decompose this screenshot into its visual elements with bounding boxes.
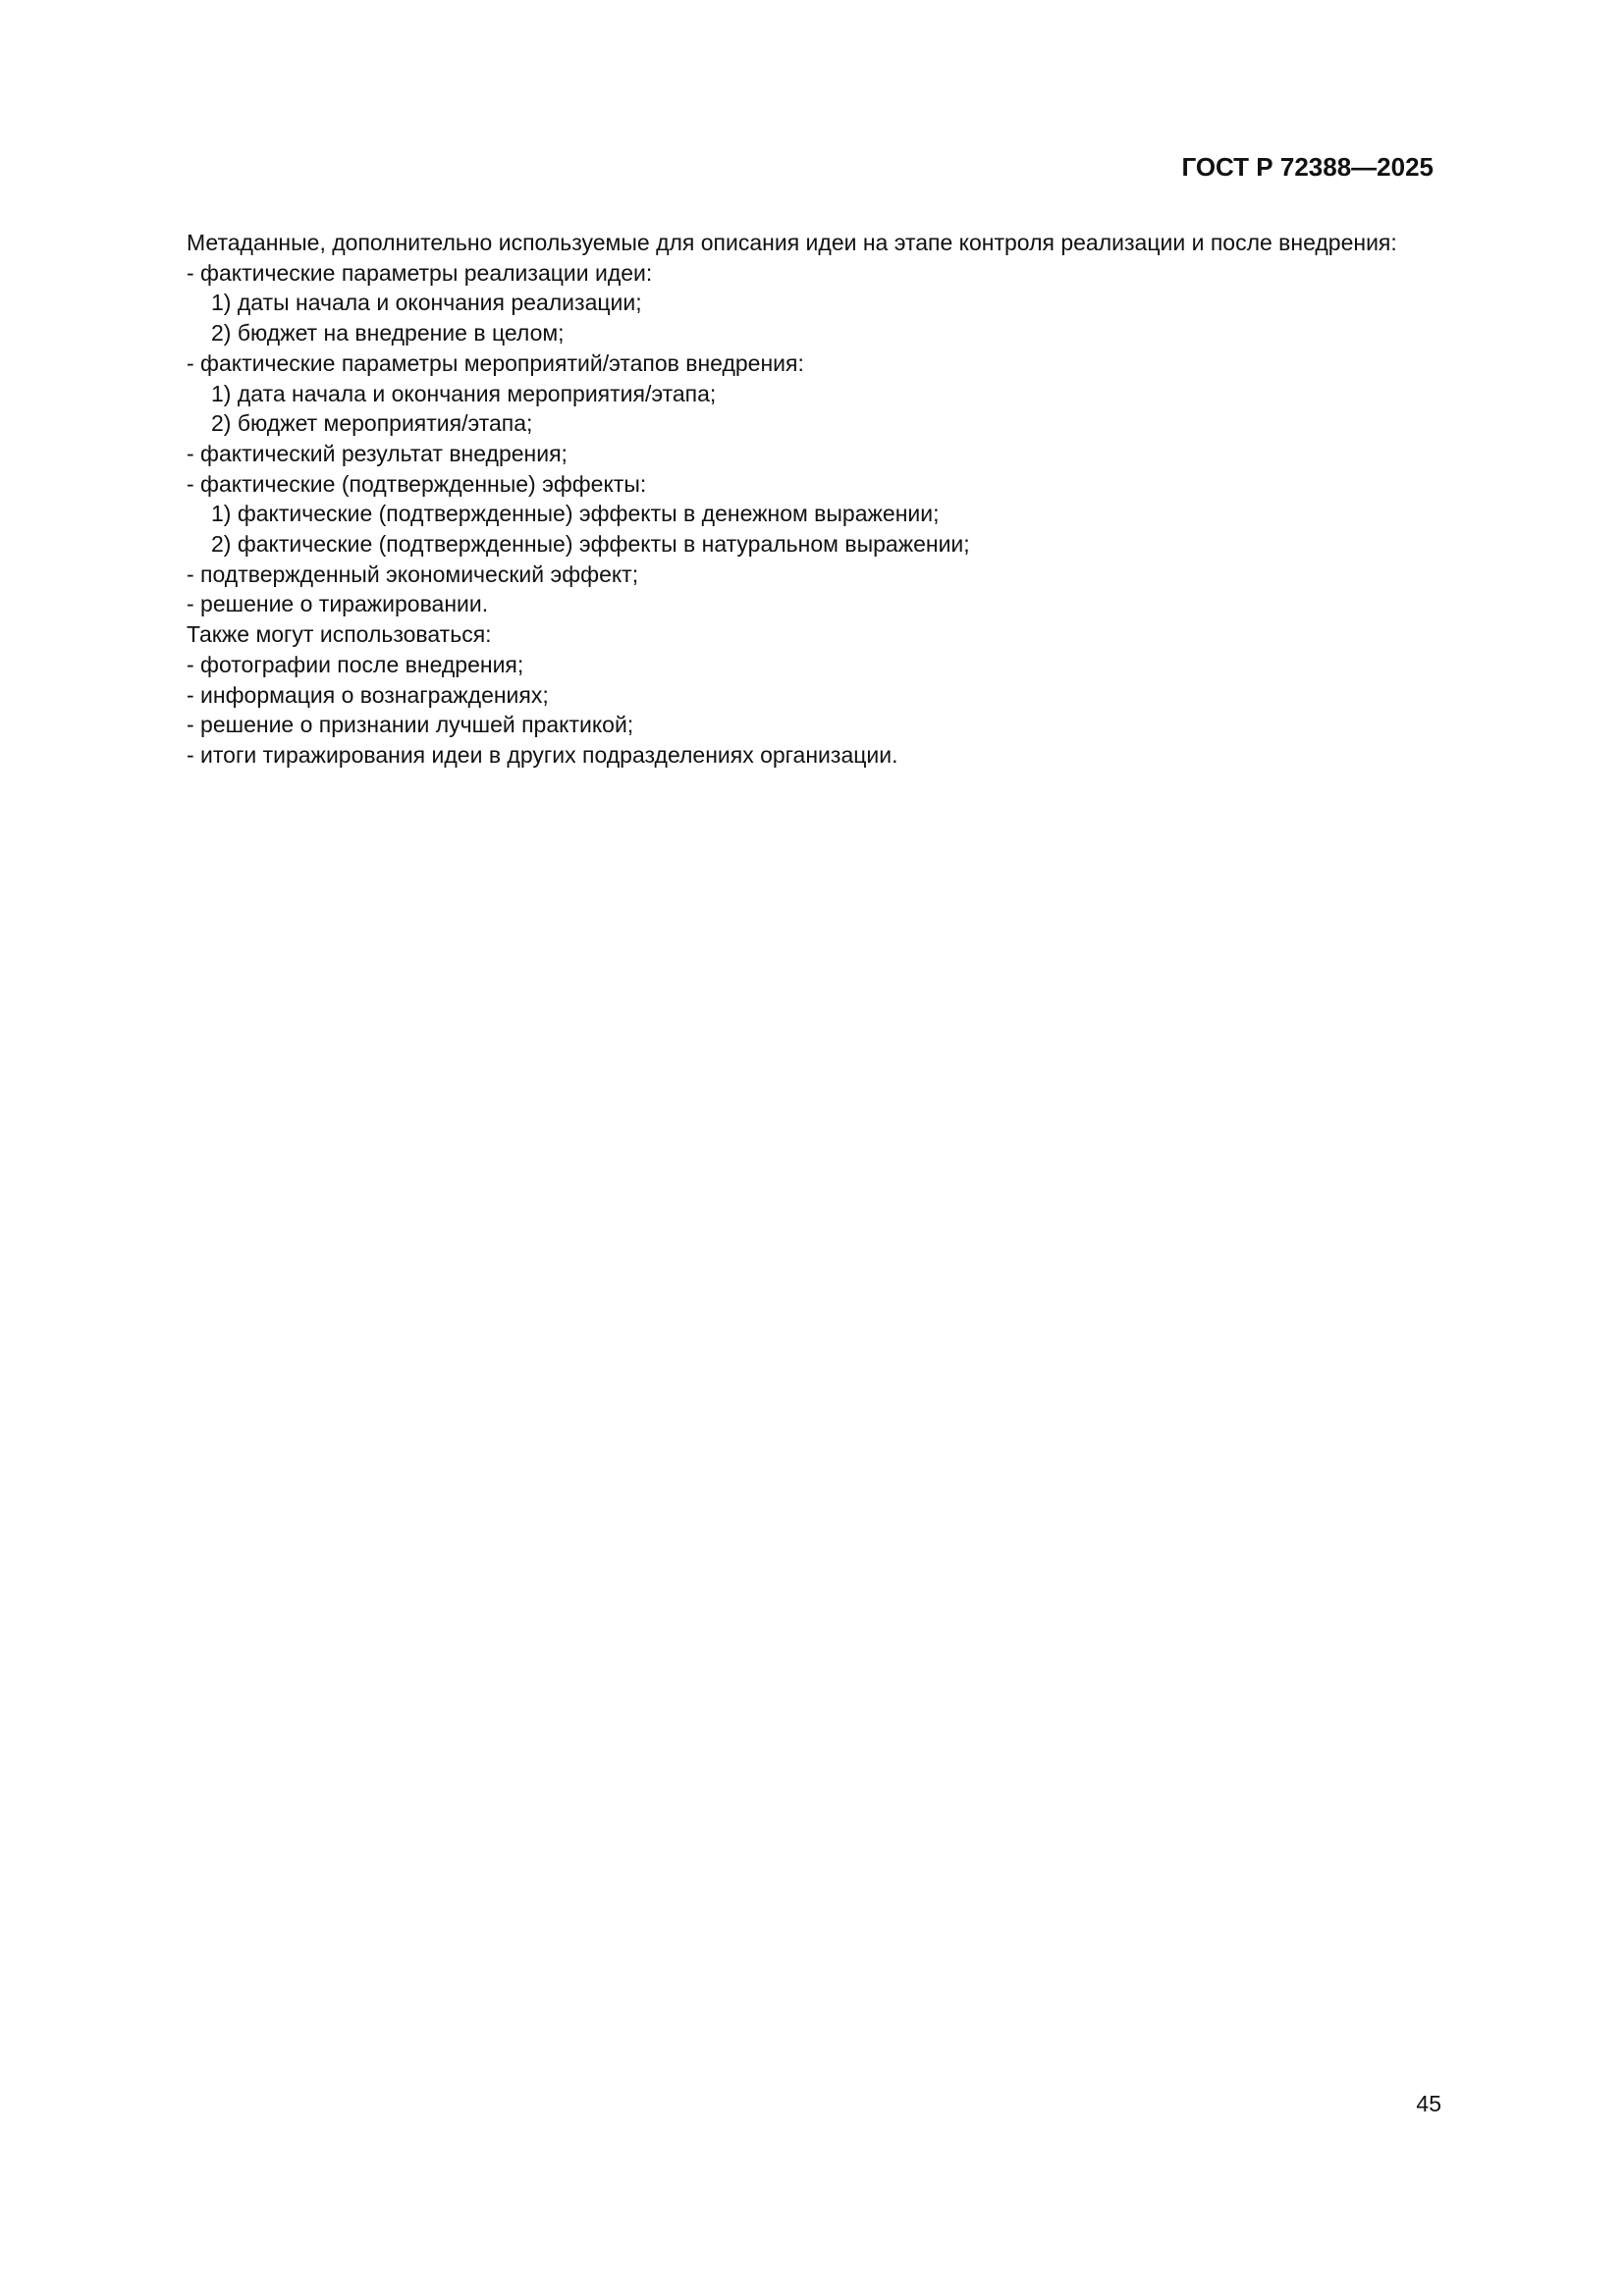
- list-item: - информация о вознаграждениях;: [187, 681, 549, 708]
- intro-paragraph: Метаданные, дополнительно используемые для описания идеи на этапе контроля реализации и после внедрения:: [187, 230, 1397, 255]
- list-item: - фактические параметры мероприятий/этапов внедрения:: [187, 349, 804, 376]
- list-item: 2) фактические (подтвержденные) эффекты в натуральном выражении;: [211, 531, 970, 558]
- list-item: - фотографии после внедрения;: [187, 651, 524, 677]
- list-item: - подтвержденный экономический эффект;: [187, 561, 639, 587]
- list-item: - фактические параметры реализации идеи:: [187, 259, 653, 286]
- page-content: [117, 228, 1435, 771]
- list-item: 1) даты начала и окончания реализации;: [211, 290, 642, 316]
- list-item: - фактические (подтвержденные) эффекты:: [187, 470, 647, 497]
- list-item: - решение о признании лучшей практикой;: [187, 712, 634, 738]
- list-item: - решение о тиражировании.: [187, 591, 489, 617]
- document-header: ГОСТ Р 72388—2025: [1181, 152, 1434, 182]
- list-item: - итоги тиражирования идеи в других подразделениях организации.: [187, 741, 898, 768]
- list-item: 2) бюджет мероприятия/этапа;: [211, 410, 533, 437]
- page-number: 45: [1416, 2091, 1441, 2116]
- list-item: 1) фактические (подтвержденные) эффекты в денежном выражении;: [211, 501, 940, 527]
- list-item: Также могут использоваться:: [187, 621, 492, 648]
- metadata-list: [117, 258, 1435, 771]
- list-item: - фактический результат внедрения;: [187, 440, 568, 466]
- list-item: 1) дата начала и окончания мероприятия/этапа;: [211, 380, 717, 406]
- list-item: 2) бюджет на внедрение в целом;: [211, 320, 565, 347]
